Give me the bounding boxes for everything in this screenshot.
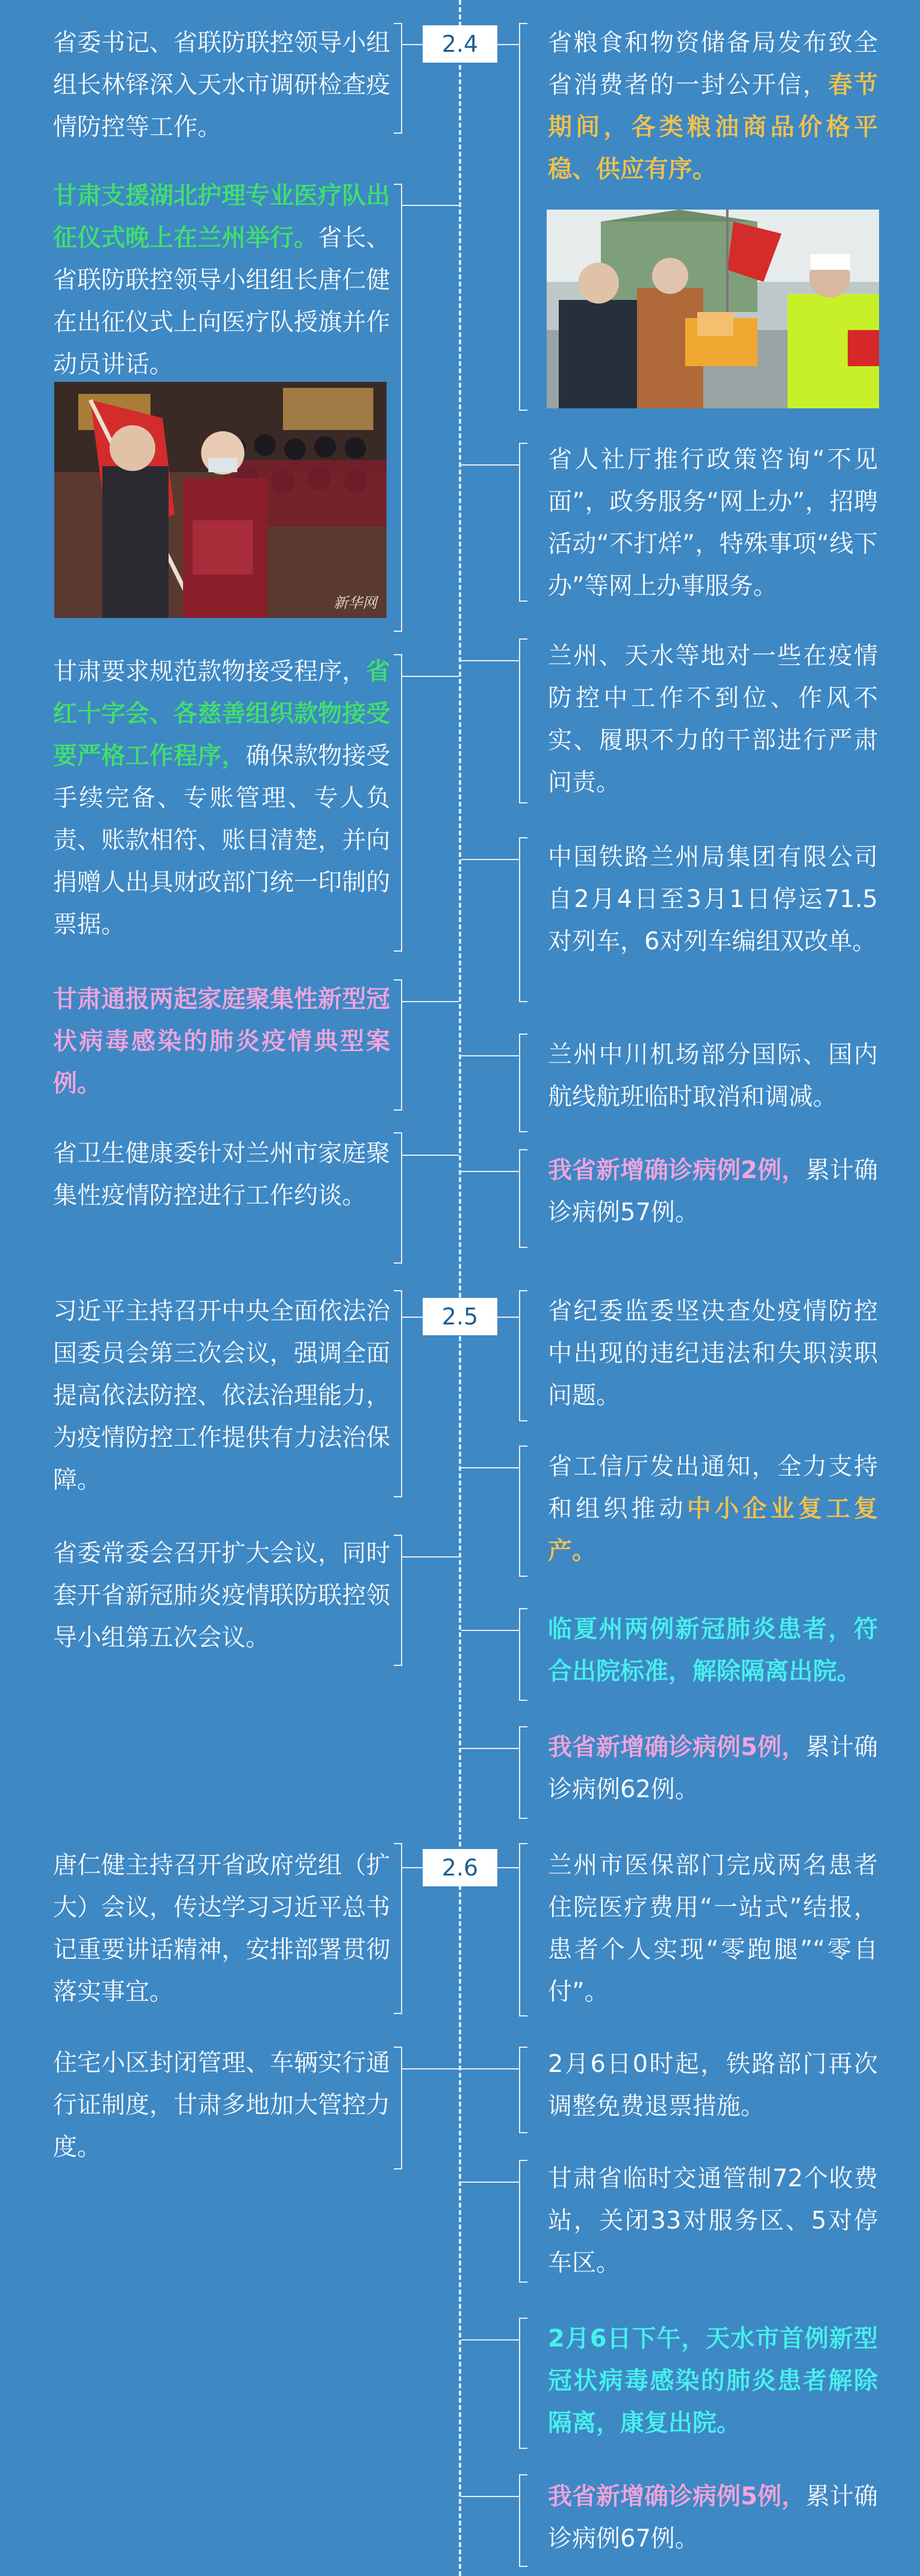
bracket-connector — [401, 1155, 459, 1156]
event-donation-procedures — [53, 650, 390, 946]
event-text: 累计确诊病例57例。 — [548, 1156, 878, 1226]
bracket-connector — [461, 2339, 519, 2341]
bracket-connector — [401, 44, 423, 45]
event-medical-team-departure — [53, 175, 390, 385]
right-bracket — [519, 23, 527, 411]
event-health-commission-interview — [53, 1132, 390, 1217]
right-bracket — [519, 2160, 527, 2283]
event-highlight: 春节期间，各类粮油商品价格平稳、供应有序。 — [548, 71, 878, 183]
photo-grain-delivery — [547, 210, 879, 408]
event-highlight: 中小企业复工复产。 — [548, 1495, 878, 1565]
right-bracket — [519, 1608, 527, 1701]
event-text: 2月6日0时起，铁路部门再次调整免费退票措施。 — [548, 2050, 878, 2120]
event-sme-resumption — [548, 1445, 878, 1572]
left-bracket — [394, 1132, 402, 1264]
event-linxia-discharge — [548, 1608, 878, 1692]
bracket-connector — [461, 2181, 519, 2183]
date-marker-2-5: 2.5 — [423, 1298, 497, 1335]
right-bracket — [519, 1726, 527, 1819]
right-bracket — [519, 1445, 527, 1577]
left-bracket — [394, 979, 402, 1111]
event-medical-insurance-settlement — [548, 1844, 878, 2013]
event-highlight: 省红十字会、各慈善组织款物接受要严格工作程序， — [53, 658, 390, 770]
photo-flag-ceremony — [54, 382, 387, 618]
timeline-spine — [459, 0, 461, 2576]
event-text: 省卫生健康委针对兰州市家庭聚集性疫情防控进行工作约谈。 — [53, 1140, 390, 1209]
bracket-connector — [461, 2496, 519, 2497]
event-text: 省纪委监委坚决查处疫情防控中出现的违纪违法和失职渎职问题。 — [548, 1297, 878, 1409]
event-hr-online-services — [548, 438, 878, 607]
bracket-connector — [461, 660, 519, 661]
event-highlight: 甘肃通报两起家庭聚集性新型冠状病毒感染的肺炎疫情典型案例。 — [53, 985, 390, 1097]
event-text: 甘肃省临时交通管制72个收费站，关闭33对服务区、5对停车区。 — [548, 2165, 878, 2277]
bracket-connector — [461, 1055, 519, 1056]
event-text: 省长、省联防联控领导小组组长唐仁健在出征仪式上向医疗队授旗并作动员讲话。 — [53, 224, 390, 378]
event-standing-committee-meeting — [53, 1532, 390, 1659]
left-bracket — [394, 23, 402, 134]
event-accountability — [548, 635, 878, 803]
bracket-connector — [401, 1867, 423, 1868]
event-tianshui-discharge — [548, 2318, 878, 2444]
event-airport-flights — [548, 1034, 878, 1118]
event-text: 累计确诊病例62例。 — [548, 1733, 878, 1803]
bracket-connector — [461, 1171, 519, 1172]
photo-grain-delivery-image — [547, 210, 879, 408]
photo-watermark: 新华网 — [334, 594, 377, 611]
right-bracket — [519, 2318, 527, 2449]
left-bracket — [394, 654, 402, 952]
event-text: 兰州市医保部门完成两名患者住院医疗费用“一站式”结报，患者个人实现“零跑腿”“零自付”。 — [548, 1851, 878, 2006]
event-text: 累计确诊病例67例。 — [548, 2483, 878, 2553]
event-linduo-tianshui — [53, 22, 390, 148]
event-highlight: 甘肃支援湖北护理专业医疗队出征仪式晚上在兰州举行。 — [53, 182, 390, 252]
bracket-connector — [461, 2068, 519, 2069]
event-text: 甘肃要求规范款物接受程序， — [53, 658, 366, 685]
bracket-connector — [461, 1748, 519, 1749]
photo-flag-ceremony-image — [54, 382, 387, 618]
bracket-connector — [497, 44, 519, 45]
bracket-connector — [401, 205, 459, 206]
right-bracket — [519, 1843, 527, 2016]
date-marker-2-6: 2.6 — [423, 1849, 497, 1886]
event-text: 唐仁健主持召开省政府党组（扩大）会议，传达学习习近平总书记重要讲话精神，安排部署贯彻落实事宜。 — [53, 1851, 390, 2006]
event-discipline-inspection — [548, 1290, 878, 1417]
left-bracket — [394, 1535, 402, 1666]
event-ticket-refund — [548, 2043, 878, 2127]
event-text: 中国铁路兰州局集团有限公司自2月4日至3月1日停运71.5对列车，6对列车编组双改单。 — [548, 843, 878, 955]
event-party-group-meeting — [53, 1844, 390, 2013]
bracket-connector — [461, 1630, 519, 1631]
event-text: 省委书记、省联防联控领导小组组长林铎深入天水市调研检查疫情防控等工作。 — [53, 29, 390, 141]
bracket-connector — [461, 859, 519, 860]
event-highlight: 2月6日下午，天水市首例新型冠状病毒感染的肺炎患者解除隔离，康复出院。 — [548, 2325, 878, 2437]
event-highlight: 我省新增确诊病例5例， — [548, 2483, 806, 2510]
right-bracket — [519, 1149, 527, 1248]
event-rule-of-law-meeting — [53, 1290, 390, 1501]
event-community-lockdown — [53, 2042, 390, 2168]
right-bracket — [519, 2047, 527, 2133]
event-family-cluster-cases — [53, 978, 390, 1105]
left-bracket — [394, 1290, 402, 1497]
left-bracket — [394, 1843, 402, 2014]
right-bracket — [519, 837, 527, 1002]
left-bracket — [394, 184, 402, 632]
event-text: 省委常委会召开扩大会议，同时套开省新冠肺炎疫情联防联控领导小组第五次会议。 — [53, 1539, 390, 1651]
right-bracket — [519, 638, 527, 803]
bracket-connector — [461, 1467, 519, 1468]
bracket-connector — [401, 1317, 423, 1318]
event-text: 省人社厅推行政策咨询“不见面”，政务服务“网上办”，招聘活动“不打烊”，特殊事项“线下办”等网上办事服务。 — [548, 446, 878, 600]
event-grain-open-letter — [548, 22, 878, 190]
bracket-connector — [401, 1001, 459, 1002]
bracket-connector — [401, 676, 459, 677]
right-bracket — [519, 443, 527, 602]
event-text: 住宅小区封闭管理、车辆实行通行证制度，甘肃多地加大管控力度。 — [53, 2049, 390, 2161]
event-new-cases-2-4 — [548, 1149, 878, 1233]
bracket-connector — [497, 1867, 519, 1868]
event-highlight: 临夏州两例新冠肺炎患者，符合出院标准，解除隔离出院。 — [548, 1615, 878, 1685]
bracket-connector — [461, 464, 519, 466]
bracket-connector — [497, 1317, 519, 1318]
event-traffic-control — [548, 2157, 878, 2284]
event-text: 确保款物接受手续完备、专账管理、专人负责、账款相符、账目清楚，并向捐赠人出具财政部门统一印制的票据。 — [53, 742, 390, 938]
event-text: 习近平主持召开中央全面依法治国委员会第三次会议，强调全面提高依法防控、依法治理能力，为疫情防控工作提供有力法治保障。 — [53, 1297, 390, 1494]
event-new-cases-2-5 — [548, 1726, 878, 1810]
right-bracket — [519, 1290, 527, 1421]
left-bracket — [394, 2047, 402, 2169]
event-highlight: 我省新增确诊病例2例， — [548, 1156, 806, 1184]
bracket-connector — [401, 1556, 459, 1558]
event-text: 省粮食和物资储备局发布致全省消费者的一封公开信， — [548, 29, 878, 99]
event-text: 省工信厅发出通知，全力支持和组织推动 — [548, 1453, 878, 1523]
date-marker-2-4: 2.4 — [423, 25, 497, 63]
event-new-cases-2-6 — [548, 2475, 878, 2560]
event-text: 兰州中川机场部分国际、国内航线航班临时取消和调减。 — [548, 1041, 878, 1111]
event-text: 兰州、天水等地对一些在疫情防控中工作不到位、作风不实、履职不力的干部进行严肃问责。 — [548, 642, 878, 796]
event-highlight: 我省新增确诊病例5例， — [548, 1733, 806, 1761]
right-bracket — [519, 2474, 527, 2567]
event-railway-suspension — [548, 836, 878, 962]
right-bracket — [519, 1034, 527, 1132]
bracket-connector — [401, 2068, 459, 2069]
